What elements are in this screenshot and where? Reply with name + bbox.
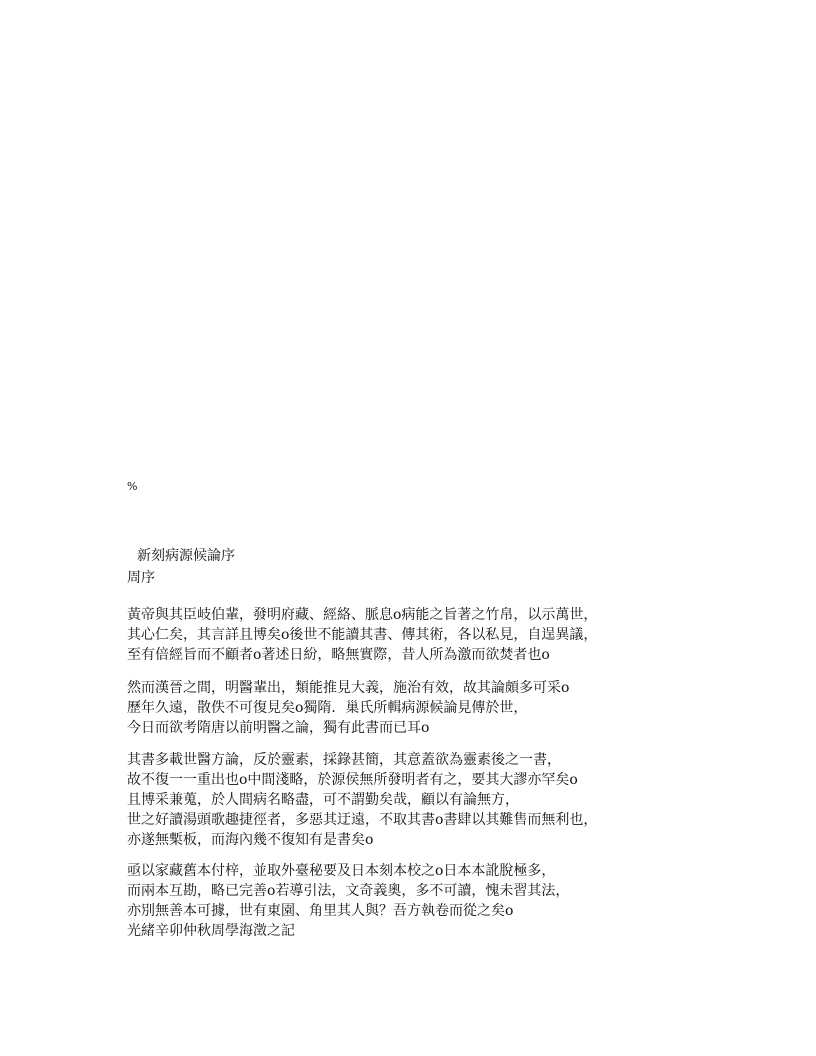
text-line: 今日而欲考隋唐以前明醫之論，獨有此書而已耳ο [127,720,430,736]
paragraph-1 [127,605,597,665]
paragraph-4 [127,861,569,941]
preface-author-heading: 周序 [127,570,155,586]
text-line: 歷年久遠，散佚不可復見矣ο獨隋．巢氏所輯病源候論見傳於世， [127,700,528,716]
paragraph-3 [127,750,597,850]
text-line: 世之好讀湯頭歌趣捷徑者，多惡其迂遠，不取其書ο書肆以其難售而無利也， [127,812,598,828]
text-line: 亦別無善本可據，世有東園、角里其人與？吾方執卷而從之矣ο [127,903,514,919]
text-line: 亦遂無槧板，而海內幾不復知有是書矣ο [127,832,374,848]
text-line: 故不復一一重出也ο中間淺略，於源侯無所發明者有之，要其大謬亦罕矣ο [127,772,578,788]
paragraph-2 [127,678,569,738]
text-line: 然而漢晉之間，明醫輩出，類能推見大義，施治有效，故其論頗多可采ο [127,680,570,696]
text-line: 其書多載世醫方論，反於靈素，採錄甚簡，其意蓋欲為靈素後之一書， [127,752,561,768]
text-line: 至有倍經旨而不顧者ο著述日紛，略無實際，昔人所為激而欲焚者也ο [127,647,550,663]
text-line: 而兩本互勘，略已完善ο若導引法，文奇義奧，多不可讀，愧未習其法， [127,883,570,899]
signature-line: 光緒辛卯仲秋周學海澂之記 [127,923,295,939]
preface-title: 新刻病源候論序 [137,548,235,564]
text-line: 且博采兼蒐，於人間病名略盡，可不謂勤矣哉，顧以有論無方， [127,792,519,808]
text-line: 其心仁矣，其言詳且博矣ο後世不能讀其書、傳其術，各以私見，自逞異議， [127,627,598,643]
text-line: 黃帝與其臣岐伯輩，發明府藏、經絡、脈息ο病能之旨著之竹帛，以示萬世， [127,607,598,623]
text-line: 亟以家藏舊本付梓，並取外臺秘要及日本刻本校之ο日本本訛脫極多， [127,863,556,879]
page-marker: % [127,480,138,493]
